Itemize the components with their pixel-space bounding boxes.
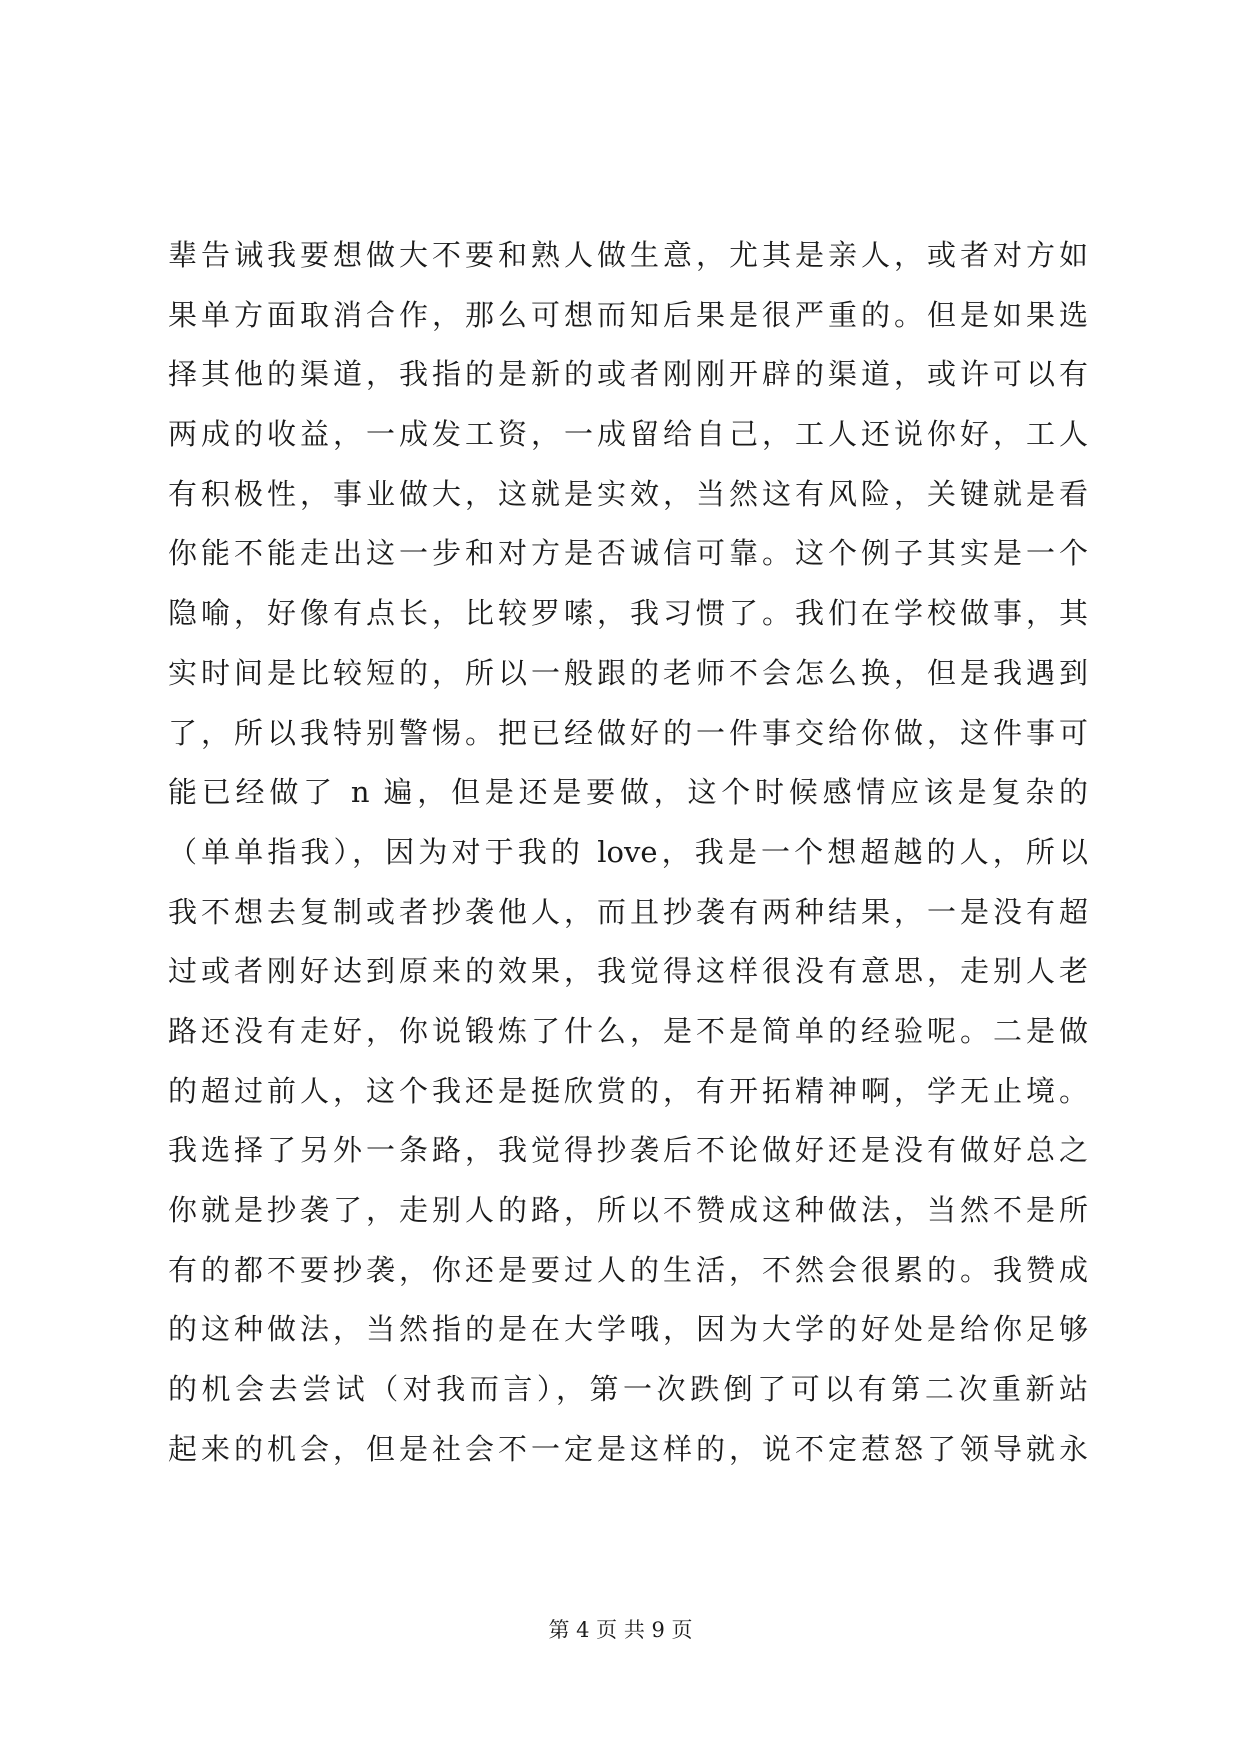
text-line: 我不想去复制或者抄袭他人，而且抄袭有两种结果，一是没有超 bbox=[168, 894, 1088, 929]
text-line: 有的都不要抄袭，你还是要过人的生活，不然会很累的。我赞成 bbox=[168, 1252, 1088, 1287]
text-line: 择其他的渠道，我指的是新的或者刚刚开辟的渠道，或许可以有 bbox=[168, 357, 1088, 392]
text-line: 的机会去尝试（对我而言），第一次跌倒了可以有第二次重新站 bbox=[168, 1372, 1088, 1407]
text-line: 果单方面取消合作，那么可想而知后果是很严重的。但是如果选 bbox=[168, 297, 1088, 332]
text-line: （单单指我），因为对于我的 love，我是一个想超越的人，所以 bbox=[168, 834, 1088, 869]
text-line: 过或者刚好达到原来的效果，我觉得这样很没有意思，走别人老 bbox=[168, 954, 1088, 989]
text-line: 的这种做法，当然指的是在大学哦，因为大学的好处是给你足够 bbox=[168, 1312, 1088, 1347]
text-line: 辈告诫我要想做大不要和熟人做生意，尤其是亲人，或者对方如 bbox=[168, 238, 1088, 272]
text-line: 路还没有走好，你说锻炼了什么，是不是简单的经验呢。二是做 bbox=[168, 1013, 1088, 1048]
text-line: 起来的机会，但是社会不一定是这样的，说不定惹怒了领导就永 bbox=[168, 1431, 1088, 1466]
text-line: 了，所以我特别警惕。把已经做好的一件事交给你做，这件事可 bbox=[168, 715, 1088, 750]
text-line: 隐喻，好像有点长，比较罗嗦，我习惯了。我们在学校做事，其 bbox=[168, 596, 1088, 631]
body-text bbox=[168, 226, 1088, 1479]
text-line: 你就是抄袭了，走别人的路，所以不赞成这种做法，当然不是所 bbox=[168, 1193, 1088, 1227]
text-line: 两成的收益，一成发工资，一成留给自己，工人还说你好，工人 bbox=[168, 417, 1088, 452]
page-footer bbox=[0, 1614, 1241, 1644]
text-line: 我选择了另外一条路，我觉得抄袭后不论做好还是没有做好总之 bbox=[168, 1133, 1088, 1168]
text-line: 实时间是比较短的，所以一般跟的老师不会怎么换，但是我遇到 bbox=[168, 655, 1088, 690]
text-line: 有积极性，事业做大，这就是实效，当然这有风险，关键就是看 bbox=[168, 476, 1088, 511]
text-line: 能已经做了 n 遍，但是还是要做，这个时候感情应该是复杂的 bbox=[168, 775, 1088, 810]
page-number: 第 4 页 共 9 页 bbox=[548, 1618, 693, 1642]
text-line: 的超过前人，这个我还是挺欣赏的，有开拓精神啊，学无止境。 bbox=[168, 1073, 1088, 1108]
text-line: 你能不能走出这一步和对方是否诚信可靠。这个例子其实是一个 bbox=[168, 536, 1088, 571]
